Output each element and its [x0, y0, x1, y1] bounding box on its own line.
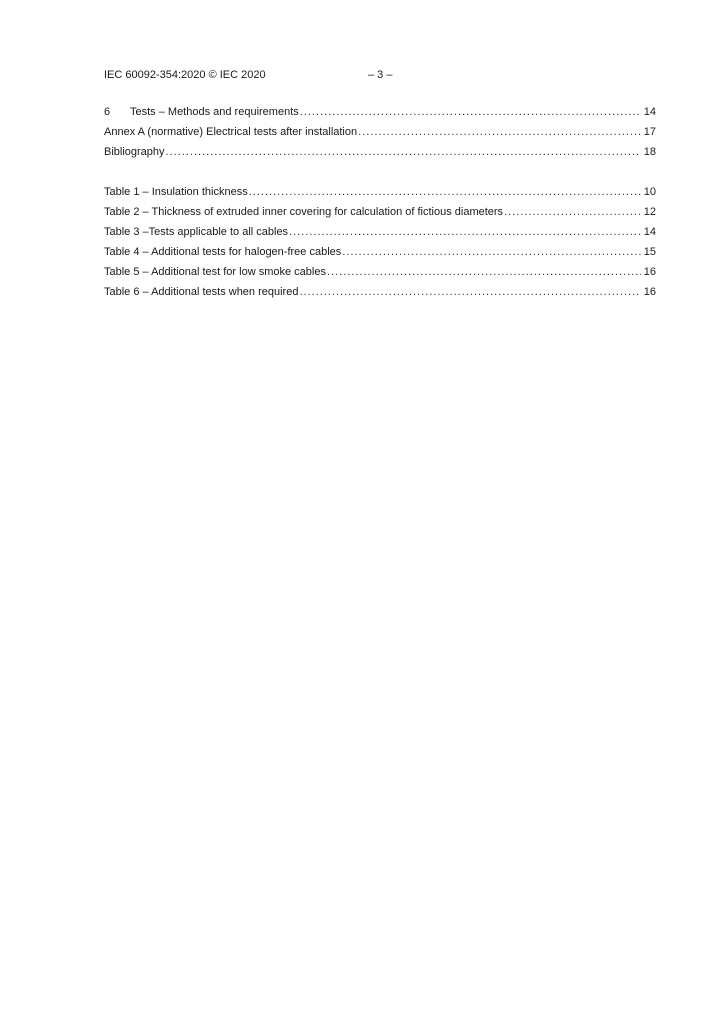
table-entry-page: 16 [643, 286, 656, 298]
toc-entry[interactable] [104, 142, 656, 162]
dot-leader [504, 202, 641, 222]
table-entry-page: 16 [643, 266, 656, 278]
table-entry-title: Table 5 – Additional test for low smoke cables [104, 266, 326, 278]
dot-leader [300, 102, 641, 122]
dot-leader [249, 182, 641, 202]
table-entry-title: Table 6 – Additional tests when required [104, 286, 299, 298]
table-list-entry[interactable] [104, 242, 656, 262]
dot-leader [289, 222, 641, 242]
toc-entry[interactable] [104, 102, 656, 122]
page-header [104, 67, 664, 83]
dot-leader [166, 142, 641, 162]
table-entry-title: Table 2 – Thickness of extruded inner covering for calculation of fictious diameters [104, 206, 504, 218]
table-list-entry[interactable] [104, 202, 656, 222]
toc-sections [104, 102, 656, 162]
table-list-entry[interactable] [104, 282, 656, 302]
toc-entry[interactable] [104, 122, 656, 142]
table-entry-title: Table 3 –Tests applicable to all cables [104, 226, 289, 238]
toc-entry-page: 18 [643, 146, 656, 158]
dot-leader [327, 262, 641, 282]
table-entry-title: Table 4 – Additional tests for halogen-free cables [104, 246, 342, 258]
dot-leader [358, 122, 641, 142]
table-entry-title: Table 1 – Insulation thickness [104, 186, 248, 198]
toc-entry-title: Bibliography [104, 146, 165, 158]
page-number: – 3 – [368, 69, 393, 81]
toc-entry-page: 17 [643, 126, 656, 138]
table-entry-page: 15 [643, 246, 656, 258]
table-entry-page: 10 [643, 186, 656, 198]
toc-entry-number: 6 [104, 106, 111, 118]
toc-entry-page: 14 [643, 106, 656, 118]
table-list-entry[interactable] [104, 182, 656, 202]
table-entry-page: 14 [643, 226, 656, 238]
table-entry-page: 12 [643, 206, 656, 218]
document-id: IEC 60092-354:2020 © IEC 2020 [104, 69, 266, 81]
table-list-entry[interactable] [104, 262, 656, 282]
list-of-tables [104, 182, 656, 302]
toc-entry-title: Tests – Methods and requirements [130, 106, 299, 118]
dot-leader [342, 242, 641, 262]
dot-leader [299, 282, 641, 302]
toc-entry-title: Annex A (normative) Electrical tests after installation [104, 126, 358, 138]
table-list-entry[interactable] [104, 222, 656, 242]
